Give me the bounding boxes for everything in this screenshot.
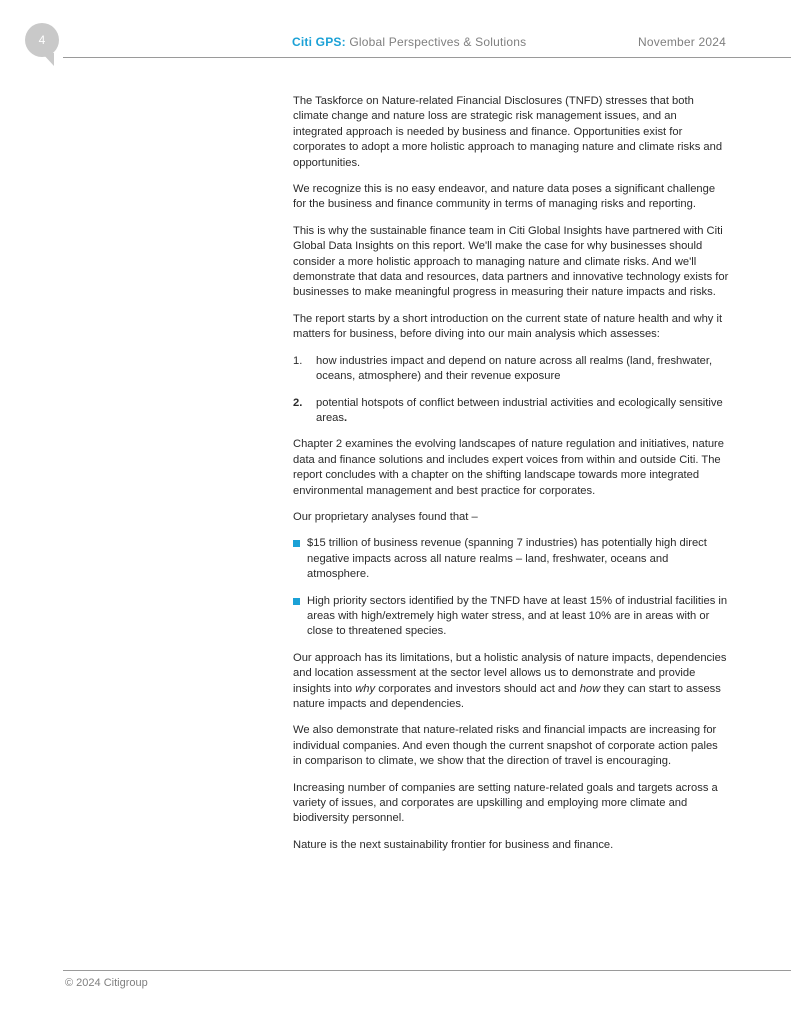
list-number: 1.: [293, 354, 303, 367]
footer-copyright: © 2024 Citigroup: [65, 977, 148, 989]
page-number: 4: [25, 23, 59, 57]
emphasis-how: how: [579, 682, 601, 695]
paragraph-part: Our approach has its limitations, but a holistic analysis of nature impacts, dependencies and location assessment at the sector level allows us to demonstrate and provide insights into: [293, 651, 727, 695]
page-number-badge: [25, 23, 59, 57]
paragraph-part: corporates and investors should act and: [375, 682, 580, 695]
brand-name: Citi GPS:: [292, 35, 346, 49]
paragraph: Nature is the next sustainability frontier for business and finance.: [293, 838, 614, 851]
bullet-item: [293, 594, 729, 640]
paragraph: Our proprietary analyses found that –: [293, 510, 478, 523]
bullet-item: [293, 536, 729, 582]
bullet-text: High priority sectors identified by the TNFD have at least 15% of industrial facilities in areas with high/extremely high water stress, and at least 10% are in areas with or close to threatened species.: [307, 594, 728, 638]
bullet-square-icon: [293, 598, 300, 605]
header-divider: [63, 57, 791, 58]
paragraph: The Taskforce on Nature-related Financial Disclosures (TNFD) stresses that both climate change and nature loss are strategic risk management issues, and an integrated approach is needed by business and finance. Opportunities exist for corporates to adopt a more holistic approach to managing nature and climate risks and opportunities.: [293, 95, 723, 169]
paragraph-part: they can start to assess nature impacts and dependencies.: [293, 682, 721, 710]
footer-divider: [63, 970, 791, 971]
bullet-square-icon: [293, 540, 300, 547]
list-item-suffix: .: [344, 411, 348, 424]
emphasis-why: why: [355, 682, 376, 695]
list-item: [293, 396, 729, 427]
badge-tail: [42, 53, 54, 66]
list-item-text: potential hotspots of conflict between industrial activities and ecologically sensitive areas: [316, 396, 723, 424]
paragraph: Increasing number of companies are setting nature-related goals and targets across a variety of issues, and corporates are upskilling and employing more climate and biodiversity personnel.: [293, 781, 718, 825]
paragraph: We also demonstrate that nature-related risks and financial impacts are increasing for individual companies. And even though the current snapshot of corporate action pales in comparison to climate, we show that the direction of travel is encouraging.: [293, 724, 718, 768]
paragraph: Chapter 2 examines the evolving landscapes of nature regulation and initiatives, nature data and finance solutions and includes expert voices from within and outside Citi. The report concludes with a chapter on the shifting landscape towards more integrated environmental management and best practice for corporates.: [293, 438, 724, 497]
header-title: [292, 35, 526, 49]
header-date: November 2024: [638, 35, 726, 49]
bullet-list: [293, 536, 729, 639]
list-item: [293, 354, 729, 385]
list-item-text: how industries impact and depend on nature across all realms (land, freshwater, oceans, atmosphere) and their revenue exposure: [316, 354, 713, 383]
main-content: [293, 94, 729, 864]
numbered-list: [293, 354, 729, 427]
paragraph: This is why the sustainable finance team in Citi Global Insights have partnered with Citi Global Data Insights on this report. We'll make the case for why businesses should consider a more holistic approach to managing nature and climate risks. And we'll demonstrate that data and resources, data partners and innovative technology exists for businesses to make meaningful progress in measuring their nature impacts and risks.: [293, 224, 729, 299]
brand-subtitle: Global Perspectives & Solutions: [349, 35, 527, 49]
paragraph: The report starts by a short introduction on the current state of nature health and why it matters for business, before diving into our main analysis which assesses:: [293, 312, 723, 341]
bullet-text: $15 trillion of business revenue (spanning 7 industries) has potentially high direct negative impacts across all nature realms – land, freshwater, oceans and atmosphere.: [307, 537, 707, 581]
paragraph: [293, 651, 729, 713]
list-number: 2.: [293, 396, 303, 409]
paragraph: We recognize this is no easy endeavor, and nature data poses a significant challenge for the business and finance community in terms of managing risks and reporting.: [293, 183, 716, 211]
